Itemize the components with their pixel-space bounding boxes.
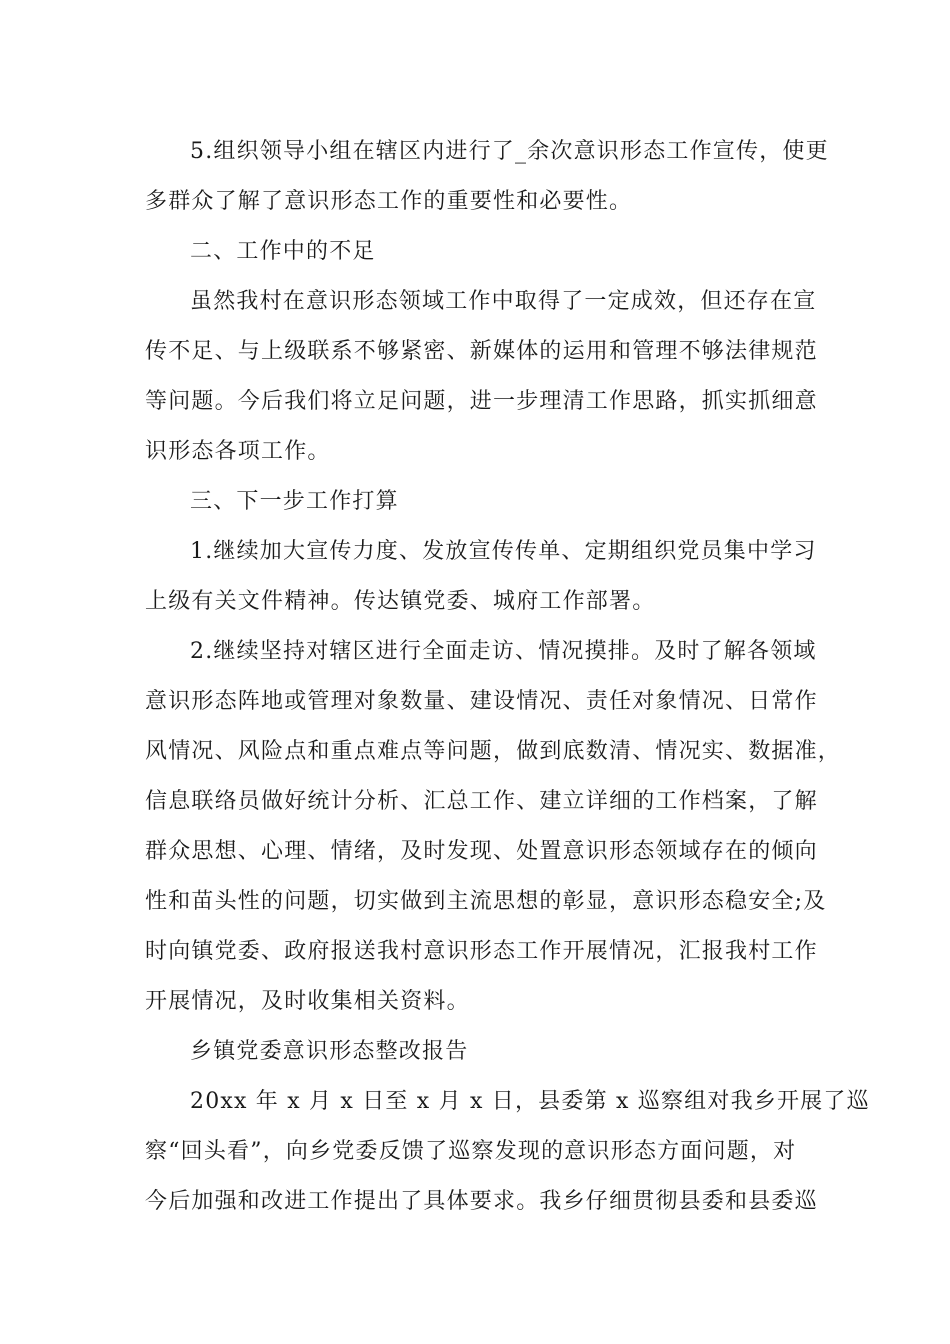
next-step-2-line-8: 开展情况，及时收集相关资料。: [145, 989, 470, 1014]
next-step-1-line-1: 1.继续加大宣传力度、发放宣传传单、定期组织党员集中学习: [190, 539, 817, 564]
section-heading-shortcomings: 二、工作中的不足: [190, 239, 376, 264]
shortcomings-line-4: 识形态各项工作。: [145, 439, 331, 464]
next-step-2-line-5: 群众思想、心理、情绪，及时发现、处置意识形态领域存在的倾向: [145, 839, 818, 864]
report-body-line-3: 今后加强和改进工作提出了具体要求。我乡仔细贯彻县委和县委巡: [145, 1189, 818, 1214]
next-step-1-line-2: 上级有关文件精神。传达镇党委、城府工作部署。: [145, 589, 656, 614]
next-step-2-line-1: 2.继续坚持对辖区进行全面走访、情况摸排。及时了解各领域: [190, 639, 817, 664]
next-step-2-line-7: 时向镇党委、政府报送我村意识形态工作开展情况，汇报我村工作: [145, 939, 818, 964]
next-step-2-line-3: 风情况、风险点和重点难点等问题，做到底数清、情况实、数据准，: [145, 739, 842, 764]
next-step-2-line-2: 意识形态阵地或管理对象数量、建设情况、责任对象情况、日常作: [145, 689, 818, 714]
paragraph-5-line-1: 5.组织领导小组在辖区内进行了_余次意识形态工作宣传，使更: [190, 139, 829, 164]
report-body-line-2: 察“回头看”，向乡党委反馈了巡察发现的意识形态方面问题，对: [145, 1139, 797, 1164]
shortcomings-line-1: 虽然我村在意识形态领域工作中取得了一定成效，但还存在宣: [190, 289, 817, 314]
paragraph-5-line-2: 多群众了解了意识形态工作的重要性和必要性。: [145, 189, 633, 214]
next-step-2-line-4: 信息联络员做好统计分析、汇总工作、建立详细的工作档案，了解: [145, 789, 818, 814]
report-title: 乡镇党委意识形态整改报告: [190, 1039, 469, 1064]
shortcomings-line-2: 传不足、与上级联系不够紧密、新媒体的运用和管理不够法律规范: [145, 339, 818, 364]
section-heading-next-steps: 三、下一步工作打算: [190, 489, 399, 514]
next-step-2-line-6: 性和苗头性的问题，切实做到主流思想的彰显，意识形态稳安全;及: [145, 889, 827, 914]
report-body-line-1: 20xx 年 x 月 x 日至 x 月 x 日，县委第 x 巡察组对我乡开展了巡: [190, 1089, 870, 1114]
shortcomings-line-3: 等问题。今后我们将立足问题，进一步理清工作思路，抓实抓细意: [145, 389, 818, 414]
